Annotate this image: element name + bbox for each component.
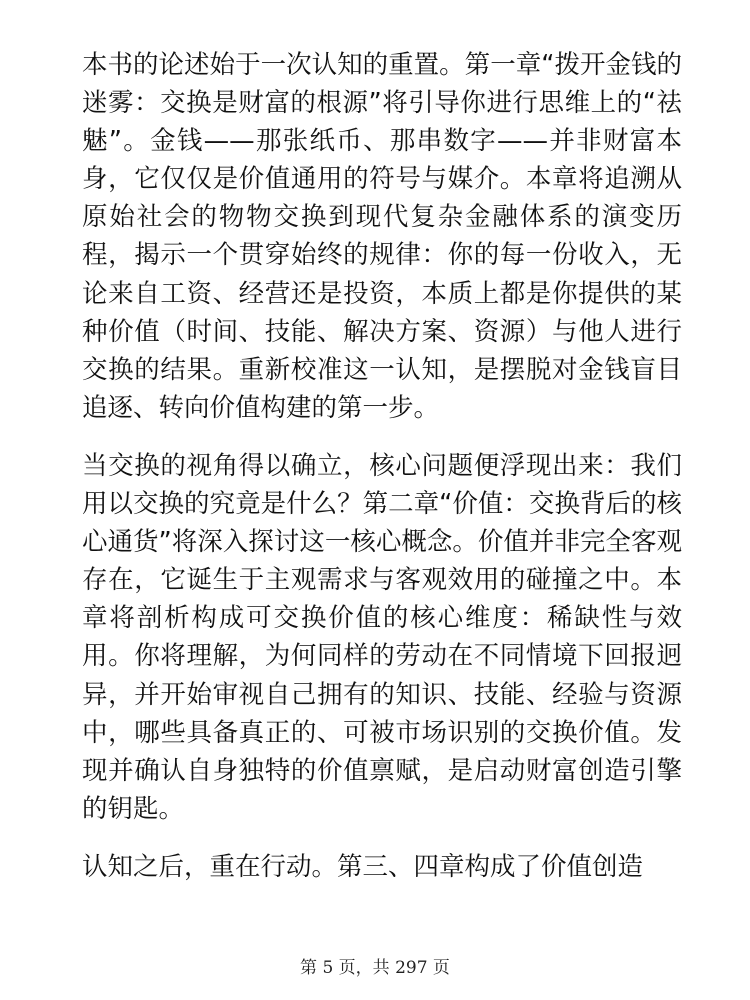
paragraph-chapter-1: 本书的论述始于一次认知的重置。第一章“拨开金钱的迷雾：交换是财富的根源”将引导你进行思维上的“祛魅”。金钱——那张纸币、那串数字——并非财富本身，它仅仅是价值通用的符号与媒介。本章将追溯从原始社会的物物交换到现代复杂金融体系的演变历程，揭示一个贯穿始终的规律：你的每一份收入，无论来自工资、经营还是投资，本质上都是你提供的某种价值（时间、技能、解决方案、资源）与他人进行交换的结果。重新校准这一认知，是摆脱对金钱盲目追逐、转向价值构建的第一步。	[82, 50, 682, 423]
page-number: 第 5 页，共 297 页	[300, 958, 450, 978]
body-text	[82, 46, 682, 886]
paragraph-chapter-2: 当交换的视角得以确立，核心问题便浮现出来：我们用以交换的究竟是什么？第二章“价值：交换背后的核心通货”将深入探讨这一核心概念。价值并非完全客观存在，它诞生于主观需求与客观效用的碰撞之中。本章将剖析构成可交换价值的核心维度：稀缺性与效用。你将理解，为何同样的劳动在不同情境下回报迥异，并开始审视自己拥有的知识、技能、经验与资源中，哪些具备真正的、可被市场识别的交换价值。发现并确认自身独特的价值禀赋，是启动财富创造引擎的钥匙。	[82, 450, 682, 824]
paragraph-chapter-3-4: 认知之后，重在行动。第三、四章构成了价值创造	[82, 851, 644, 882]
